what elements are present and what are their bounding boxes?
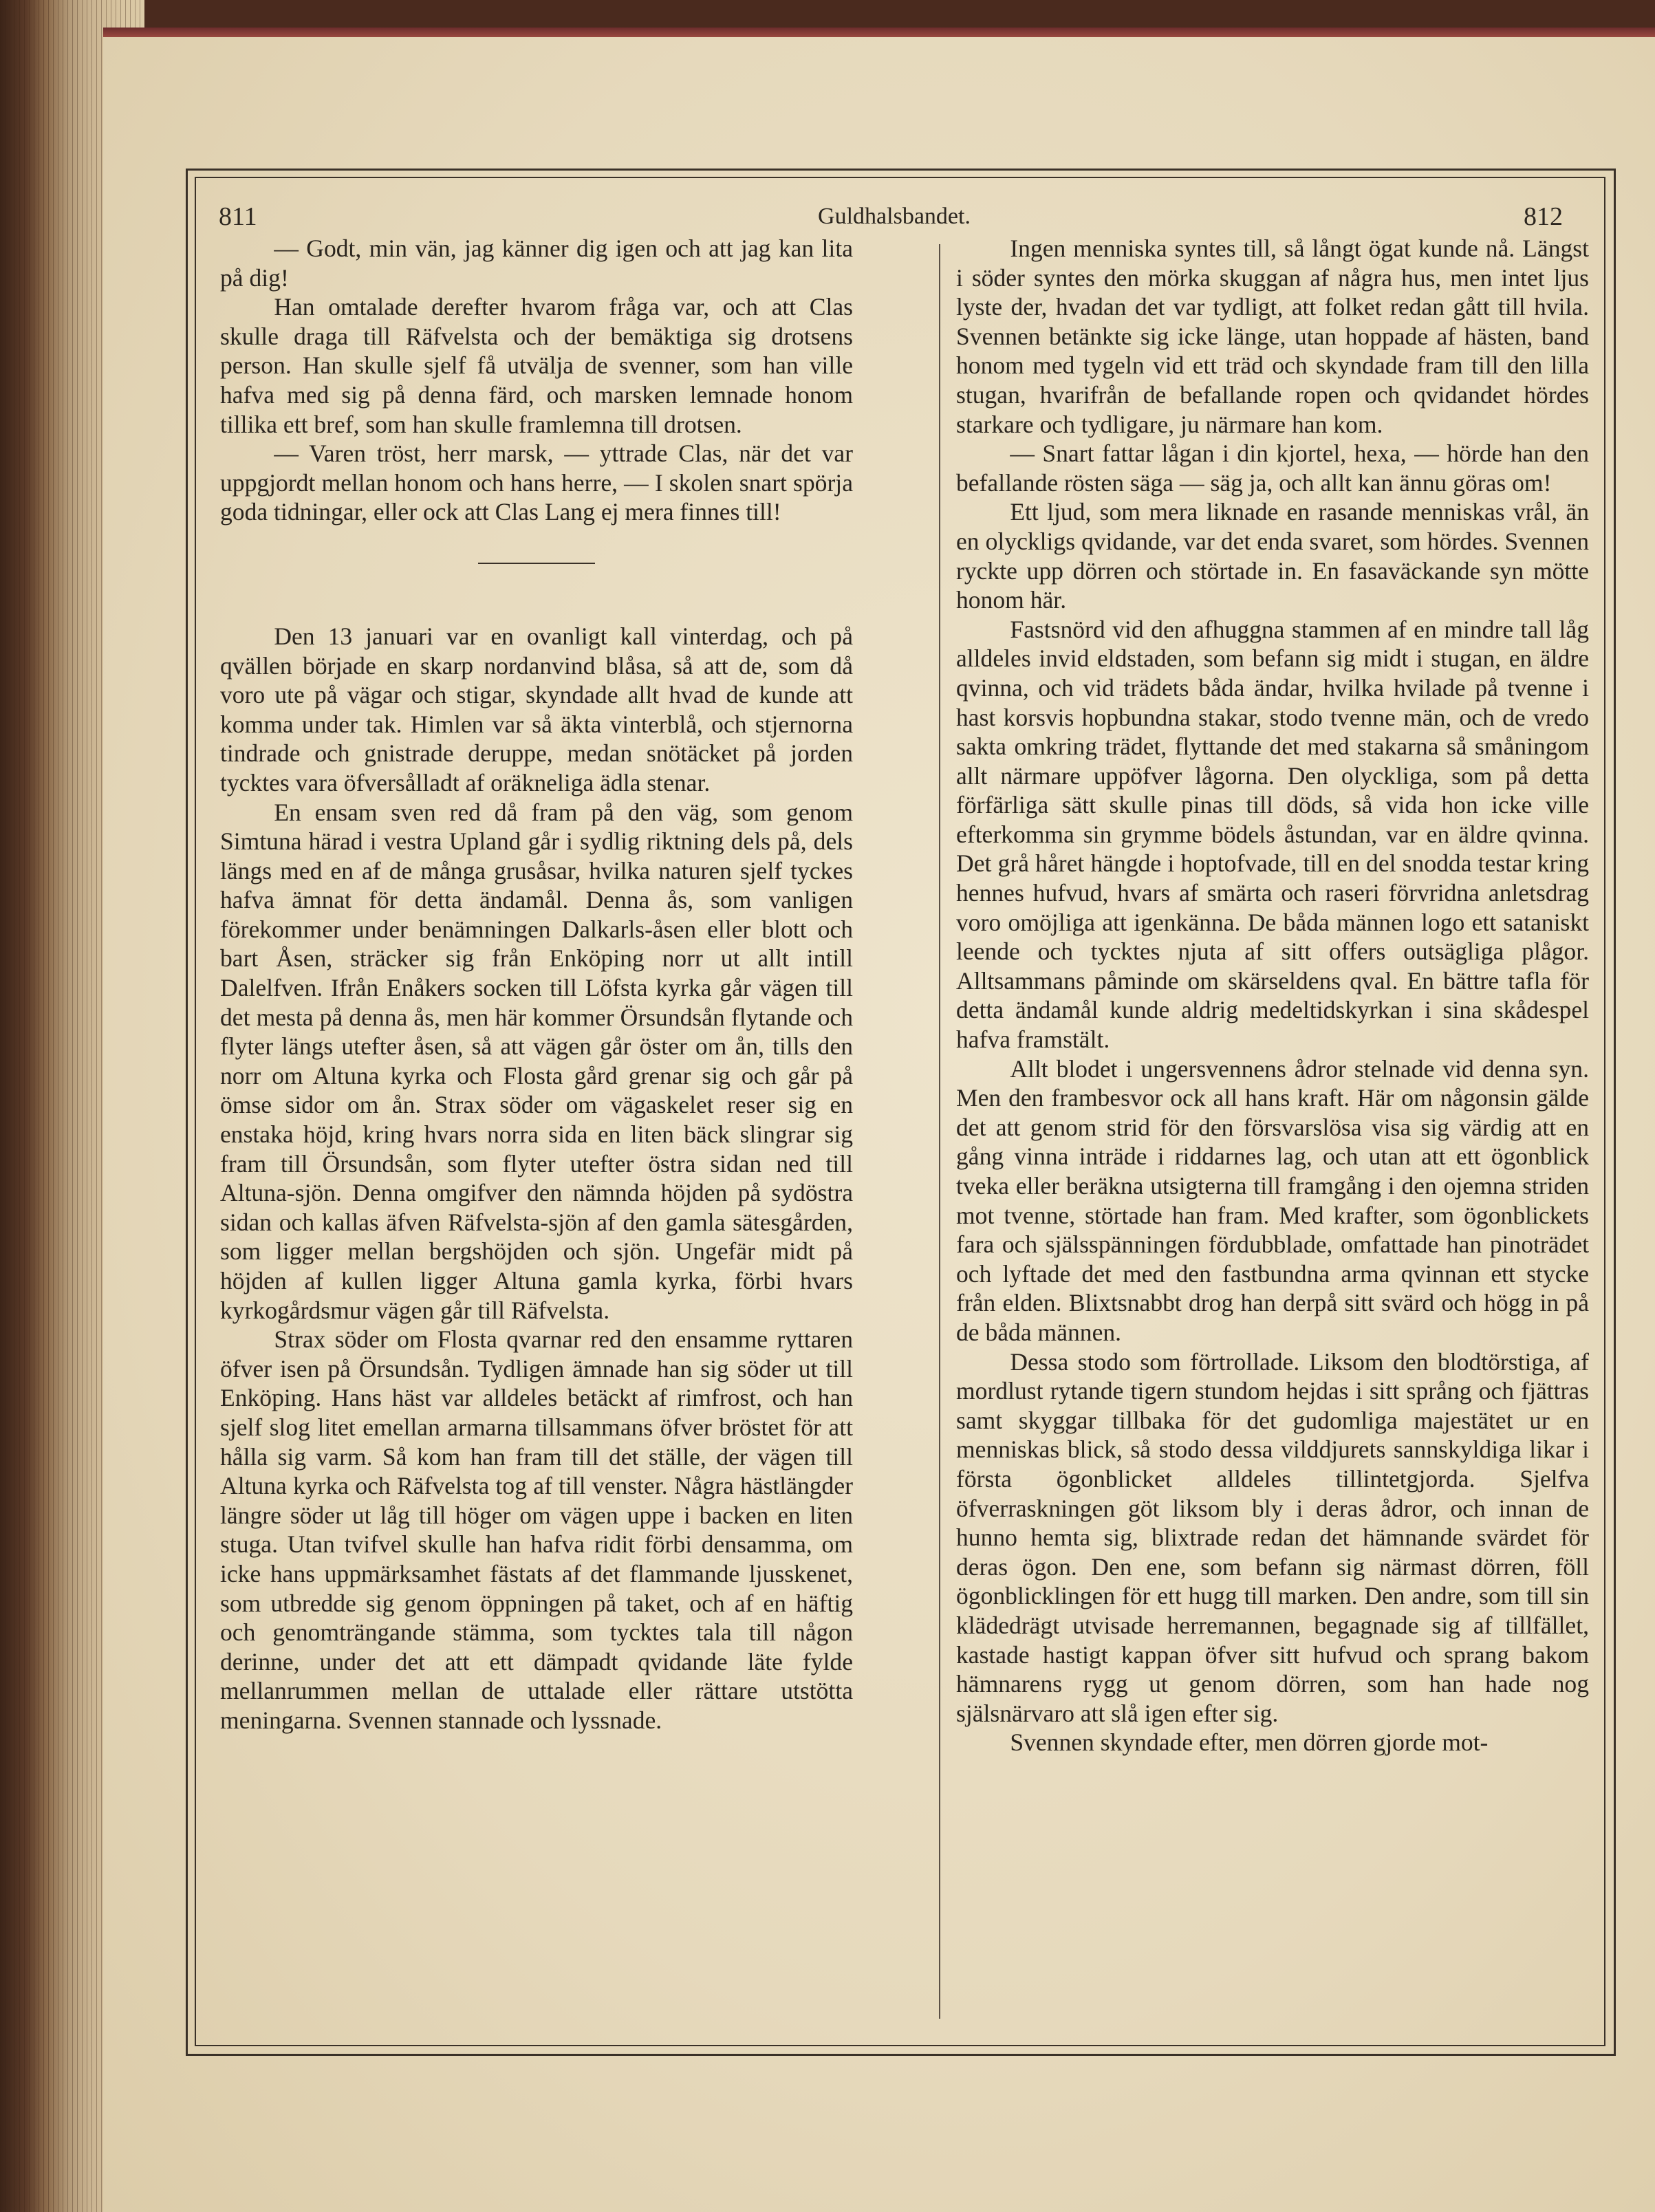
text-column-left (220, 234, 853, 1735)
paragraph: Ingen menniska syntes till, så långt ögat kunde nå. Längst i söder syntes den mörka skuggan af några hus, men intet ljus lyste der, hvadan det var tydligt, att folket redan gått till hvila. Svennen betänkte sig icke länge, utan hoppade af hästen, band honom med tygeln vid ett träd och skyndade fram till den lilla stugan, hvarifrån de befallande ropen och qvidandet hördes starkare och tydligare, ju närmare han kom. (956, 235, 1589, 438)
paragraph: — Snart fattar lågan i din kjortel, hexa, — hörde han den befallande rösten säga — säg ja, och allt kan ännu göras om! (956, 440, 1589, 497)
page-top-binding-edge (103, 28, 1655, 37)
paragraph: Fastsnörd vid den afhuggna stammen af en mindre tall låg alldeles invid eldstaden, som befann sig midt i stugan, en äldre qvinna, och vid trädets båda ändar, hvilka hvilade på tvenne i hast korsvis hopbundna stakar, stodo tvenne män, och de vredo sakta omkring trädet, flyttande det med stakarna så småningom allt närmare uppöfver lågorna. Den olyckliga, som på detta förfärliga sätt skulle pinas till döds, så vida hon icke ville efterkomma sin grymme bödels åstundan, var en äldre qvinna. Det grå håret hängde i hoptofvade, till en del snodda testar kring hennes hufvud, hvars af smärta och raseri förvridna anletsdrag voro omöjliga att igenkänna. De båda männen logo ett sataniskt leende och tycktes njuta af sitt offers outsägliga plågor. Alltsammans påminde om skärseldens qval. En bättre tafla för detta ändamål kunde aldrig medeltidskyrkan i sina skådespel hafva framstält. (956, 615, 1589, 1054)
paragraph: Dessa stodo som förtrollade. Liksom den blodtörstiga, af mordlust rytande tigern stundom hejdas i sitt språng och fjättras samt skyggar tillbaka för det gudomliga majestätet ur en menniskas blick, så stodo dessa vilddjurets sannskyldiga likar i första ögonblicket alldeles tillintetgjorda. Sjelfva öfverraskningen göt liksom bly i deras ådror, och innan de hunno hemta sig, blixtrade redan det hämnande svärdet för deras ögon. Den ene, som befann sig närmast dörren, föll ögonblicklingen för ett hugg till marken. Den andre, som till sin klädedrägt utvisade herremannen, begagnade sig af tillfället, kastade hastigt kappan öfver sitt hufvud och sprang bakom hämnarens rygg ut genom dörren, som han hade nog själsnärvaro att slå igen efter sig. (956, 1347, 1589, 1727)
text-column-right (956, 234, 1589, 1757)
paragraph: En ensam sven red då fram på den väg, som genom Simtuna härad i vestra Upland går i sydlig riktning dels på, dels längs med en af de många grusåsar, hvilka naturen sjelf tyckes hafva ämnat för detta ändamål. Denna ås, som vanligen förekommer under benämningen Dalkarls-åsen eller blott och bart Åsen, sträcker sig från Enköping norr ut allt intill Dalelfven. Ifrån Enåkers socken till Löfsta kyrka går vägen till det mesta på denna ås, men här kommer Örsundsån flytande och flyter längs utefter åsen, så att vägen går öster om ån, tills den norr om Altuna kyrka och Flosta gård grenar sig och går på ömse sidor om ån. Strax söder om vägaskelet reser sig en enstaka höjd, kring hvars norra sida en liten bäck slingrar sig fram till Örsundsån, som flyter utefter östra sidan ned till Altuna-sjön. Denna omgifver den nämnda höjden på sydöstra sidan och kallas äfven Räfvelsta-sjön af den gamla sätesgården, som ligger mellan bergshöjden och sjön. Ungefär midt på höjden af kullen ligger Altuna gamla kyrka, förbi hvars kyrkogårdsmur vägen går till Räfvelsta. (220, 798, 853, 1324)
paragraph: Allt blodet i ungersvennens ådror stelnade vid denna syn. Men den frambesvor ock all hans kraft. Här om någonsin gälde det att genom strid för den försvarslösa visa sig värdig att en gång vinna inträde i riddarnes lag, och utan att ett ögonblick tveka eller beräkna utsigterna till framgång i den ojemna striden mot tvenne, störtade han fram. Med krafter, som ögonblickets fara och själsspänningen fördubblade, omfattade han pinoträdet och lyftade det med den fastbundna arma qvinnan ett stycke från elden. Blixtsnabbt drog han derpå sitt svärd och högg in på de båda männen. (956, 1054, 1589, 1346)
page-number-right: 812 (1524, 202, 1563, 231)
paragraph: Den 13 januari var en ovanligt kall vinterdag, och på qvällen började en skarp nordanvind blåsa, så att de, som då voro ute på vägar och stigar, skyndade allt hvad de kunde att komma under tak. Himlen var så äkta vinterblå, och stjernorna tindrade och gnistrade deruppe, medan snötäcket på jorden tycktes vara öfversålladt af oräkneliga ädla stenar. (220, 622, 853, 796)
paragraph: Ett ljud, som mera liknade en rasande menniskas vrål, än en olyckligs qvidande, var det enda svaret, som hördes. Svennen ryckte upp dörren och störtade in. En fasaväckande syn mötte honom här. (956, 498, 1589, 614)
paragraph: Svennen skyndade efter, men dörren gjorde mot- (1010, 1728, 1489, 1757)
paragraph: Han omtalade derefter hvarom fråga var, och att Clas skulle draga till Räfvelsta och der bemäktiga sig drotsens person. Han skulle sjelf få utvälja de svenner, som han ville hafva med sig på denna färd, och marsken lemnade honom tillika ett bref, som han skulle framlemna till drotsen. (220, 293, 853, 438)
running-title: Guldhalsbandet. (818, 204, 971, 229)
column-divider (939, 244, 940, 2019)
page-number-left: 811 (219, 202, 257, 231)
section-divider-rule (478, 563, 595, 564)
paragraph: — Varen tröst, herr marsk, — yttrade Clas, när det var uppgjordt mellan honom och hans herre, — I skolen snart spörja goda tidningar, eller ock att Clas Lang ej mera finnes till! (220, 440, 853, 526)
paragraph: Strax söder om Flosta qvarnar red den ensamme ryttaren öfver isen på Örsundsån. Tydligen ämnade han sig söder ut till Enköping. Hans häst var alldeles betäckt af rimfrost, och han sjelf slog litet emellan armarna tillsammans öfver bröstet för att hålla sig varm. Så kom han fram till det ställe, der vägen till Altuna kyrka och Räfvelsta tog af till venster. Några hästlängder längre söder ut låg till höger om vägen uppe i backen en liten stuga. Utan tvifvel skulle han hafva ridit förbi densamma, om icke hans uppmärksamhet fästats af det flammande ljusskenet, som utbredde sig genom öppningen på taket, och af en häftig och genomträngande stämma, som tycktes tala till någon derinne, under det att ett dämpadt qvidande läte fylde mellanrummen mellan de uttalade eller rättare utstötta meningarna. Svennen stannade och lyssnade. (220, 1325, 853, 1734)
paragraph: — Godt, min vän, jag känner dig igen och att jag kan lita på dig! (220, 235, 853, 292)
